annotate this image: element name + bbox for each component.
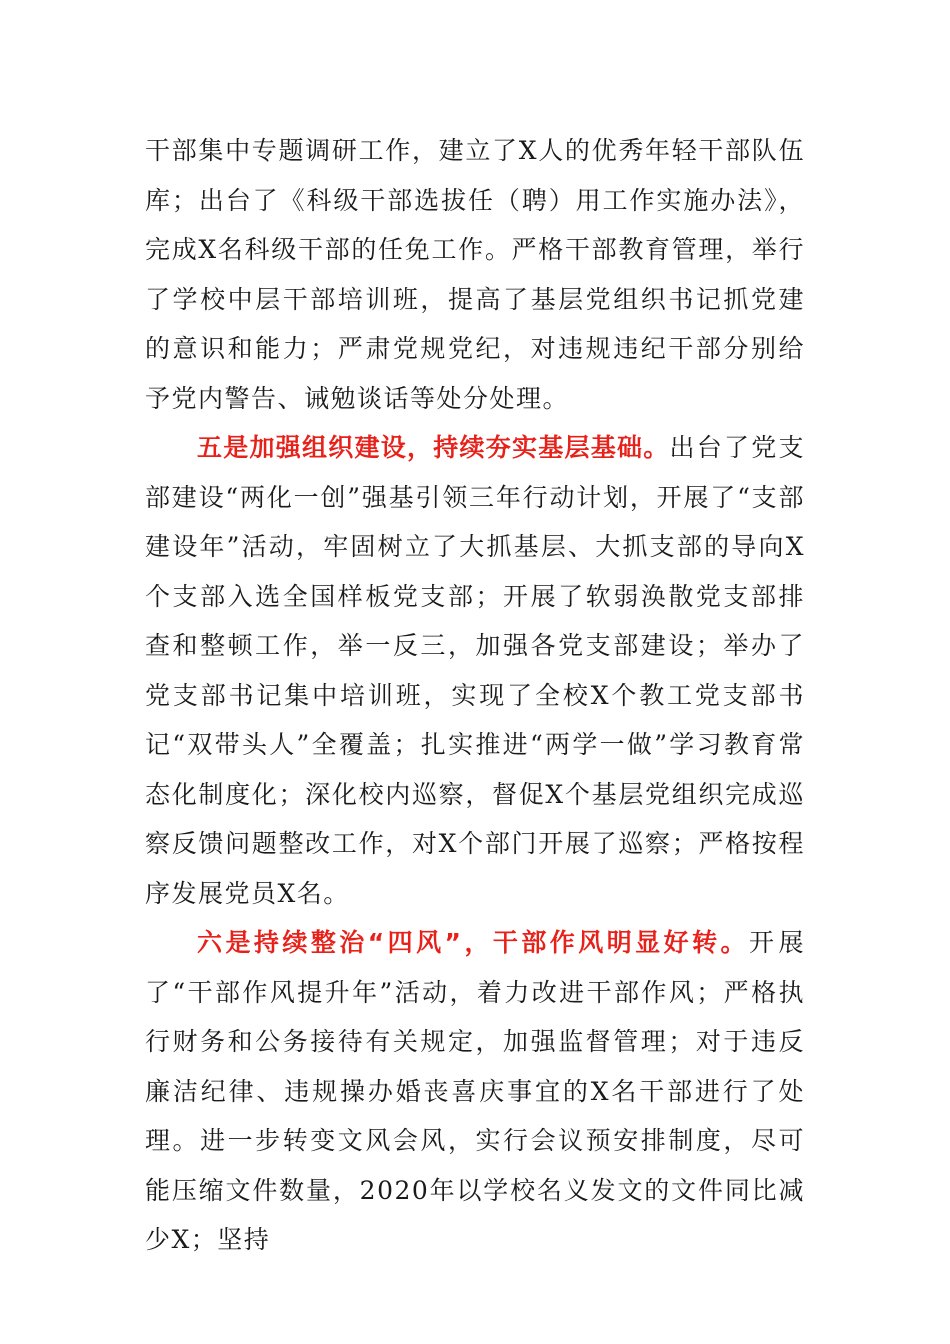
paragraph-1 — [145, 126, 805, 423]
paragraph-1-text: 干部集中专题调研工作，建立了X人的优秀年轻干部队伍库；出台了《科级干部选拔任（聘）用工作实施办法》，完成X名科级干部的任免工作。严格干部教育管理，举行了学校中层干部培训班，提高了基层党组织书记抓党建的意识和能力；严肃党规党纪，对违规违纪干部分别给予党内警告、诫勉谈话等处分处理。 — [145, 136, 805, 413]
paragraph-3-text: 开展了“干部作风提升年”活动，着力改进干部作风；严格执行财务和公务接待有关规定，加强监督管理；对于违反廉洁纪律、违规操办婚丧喜庆事宜的X名干部进行了处理。进一步转变文风会风，实行会议预安排制度，尽可能压缩文件数量，2020年以学校名义发文的文件同比减少X；坚持 — [145, 928, 805, 1254]
document-page — [145, 126, 805, 1265]
paragraph-3-lead: 六是持续整治“四风”，干部作风明显好转。 — [197, 928, 750, 957]
paragraph-3 — [145, 918, 805, 1265]
paragraph-2-text: 出台了党支部建设“两化一创”强基引领三年行动计划，开展了“支部建设年”活动，牢固树立了大抓基层、大抓支部的导向X个支部入选全国样板党支部；开展了软弱涣散党支部排查和整顿工作，举一反三，加强各党支部建设；举办了党支部书记集中培训班，实现了全校X个教工党支部书记“双带头人”全覆盖；扎实推进“两学一做”学习教育常态化制度化；深化校内巡察，督促X个基层党组织完成巡察反馈问题整改工作，对X个部门开展了巡察；严格按程序发展党员X名。 — [145, 433, 805, 908]
paragraph-2-lead: 五是加强组织建设，持续夯实基层基础。 — [197, 433, 670, 462]
paragraph-2 — [145, 423, 805, 918]
